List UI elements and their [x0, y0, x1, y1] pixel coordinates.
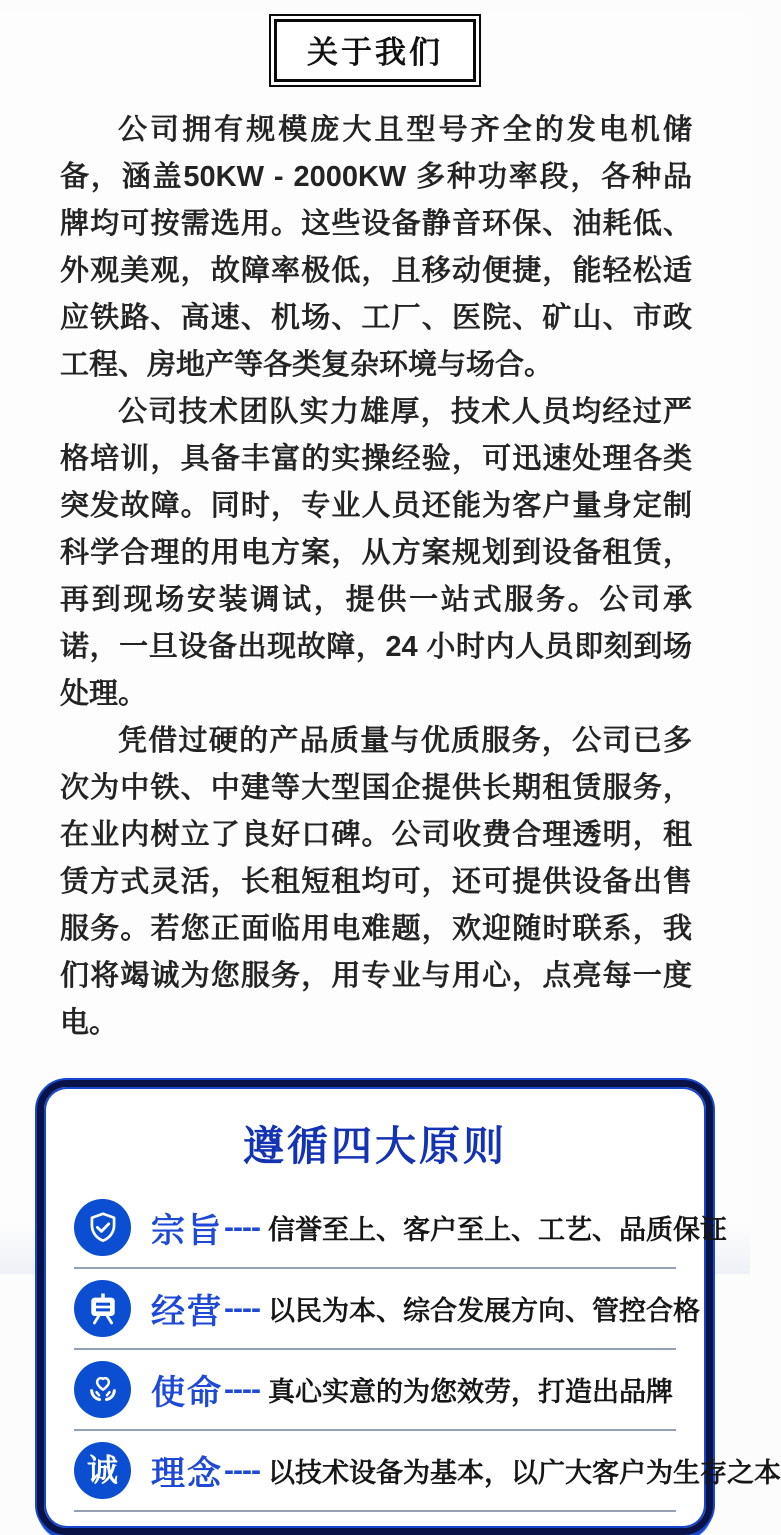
principles-card-title: 遵循四大原则	[243, 1123, 507, 1169]
presentation-board-icon	[74, 1280, 131, 1337]
principle-desc: 以民为本、综合发展方向、管控合格	[267, 1296, 700, 1326]
principle-desc: 信誉至上、客户至上、工艺、品质保证	[267, 1215, 727, 1245]
principle-label: 宗旨	[151, 1212, 223, 1250]
about-paragraph-2: 公司技术团队实力雄厚，技术人员均经过严格培训，具备丰富的实操经验，可迅速处理各类突发故障。同时，专业人员还能为客户量身定制科学合理的用电方案，从方案规划到设备租赁，再到现场安装调试，提供一站式服务。公司承诺，一旦设备出现故障，24 小时内人员即刻到场处理。	[60, 396, 692, 710]
shield-check-icon	[74, 1199, 131, 1256]
page-title-box	[269, 14, 481, 87]
principle-desc: 以技术设备为基本，以广大客户为生存之本	[267, 1458, 781, 1488]
principle-dashes: ----	[224, 1372, 260, 1406]
page-title: 关于我们	[274, 19, 476, 82]
integrity-character-icon	[74, 1442, 131, 1499]
principle-label: 理念	[151, 1455, 223, 1493]
principle-label: 经营	[151, 1293, 223, 1331]
about-text-block	[60, 107, 692, 1047]
principle-desc: 真心实意的为您效劳，打造出品牌	[267, 1377, 673, 1407]
about-us-page	[0, 14, 781, 1493]
principle-dashes: ----	[224, 1453, 260, 1487]
principle-label: 使命	[151, 1374, 223, 1412]
about-paragraph-1: 公司拥有规模庞大且型号齐全的发电机储备，涵盖50KW - 2000KW 多种功率段，各种品牌均可按需选用。这些设备静音环保、油耗低、外观美观，故障率极低，且移动便捷，能轻松适应铁路、高速、机场、工厂、医院、矿山、市政工程、房地产等各类复杂环境与场合。	[60, 114, 692, 381]
hands-heart-icon	[74, 1361, 131, 1418]
principle-row-zongzhi	[74, 1188, 727, 1269]
principle-row-linian	[74, 1431, 781, 1512]
principle-row-shiming	[74, 1350, 676, 1431]
principle-row-jingying	[74, 1269, 700, 1350]
integrity-character-glyph: 诚	[87, 1453, 118, 1488]
principle-dashes: ----	[224, 1291, 260, 1325]
principle-dashes: ----	[224, 1210, 260, 1244]
about-paragraph-3: 凭借过硬的产品质量与优质服务，公司已多次为中铁、中建等大型国企提供长期租赁服务，在业内树立了良好口碑。公司收费合理透明，租赁方式灵活，长租短租均可，还可提供设备出售服务。若您正面临用电难题，欢迎随时联系，我们将竭诚为您服务，用专业与用心，点亮每一度电。	[60, 725, 692, 1039]
principles-card	[37, 1080, 781, 1535]
principles-rows	[74, 1188, 781, 1512]
